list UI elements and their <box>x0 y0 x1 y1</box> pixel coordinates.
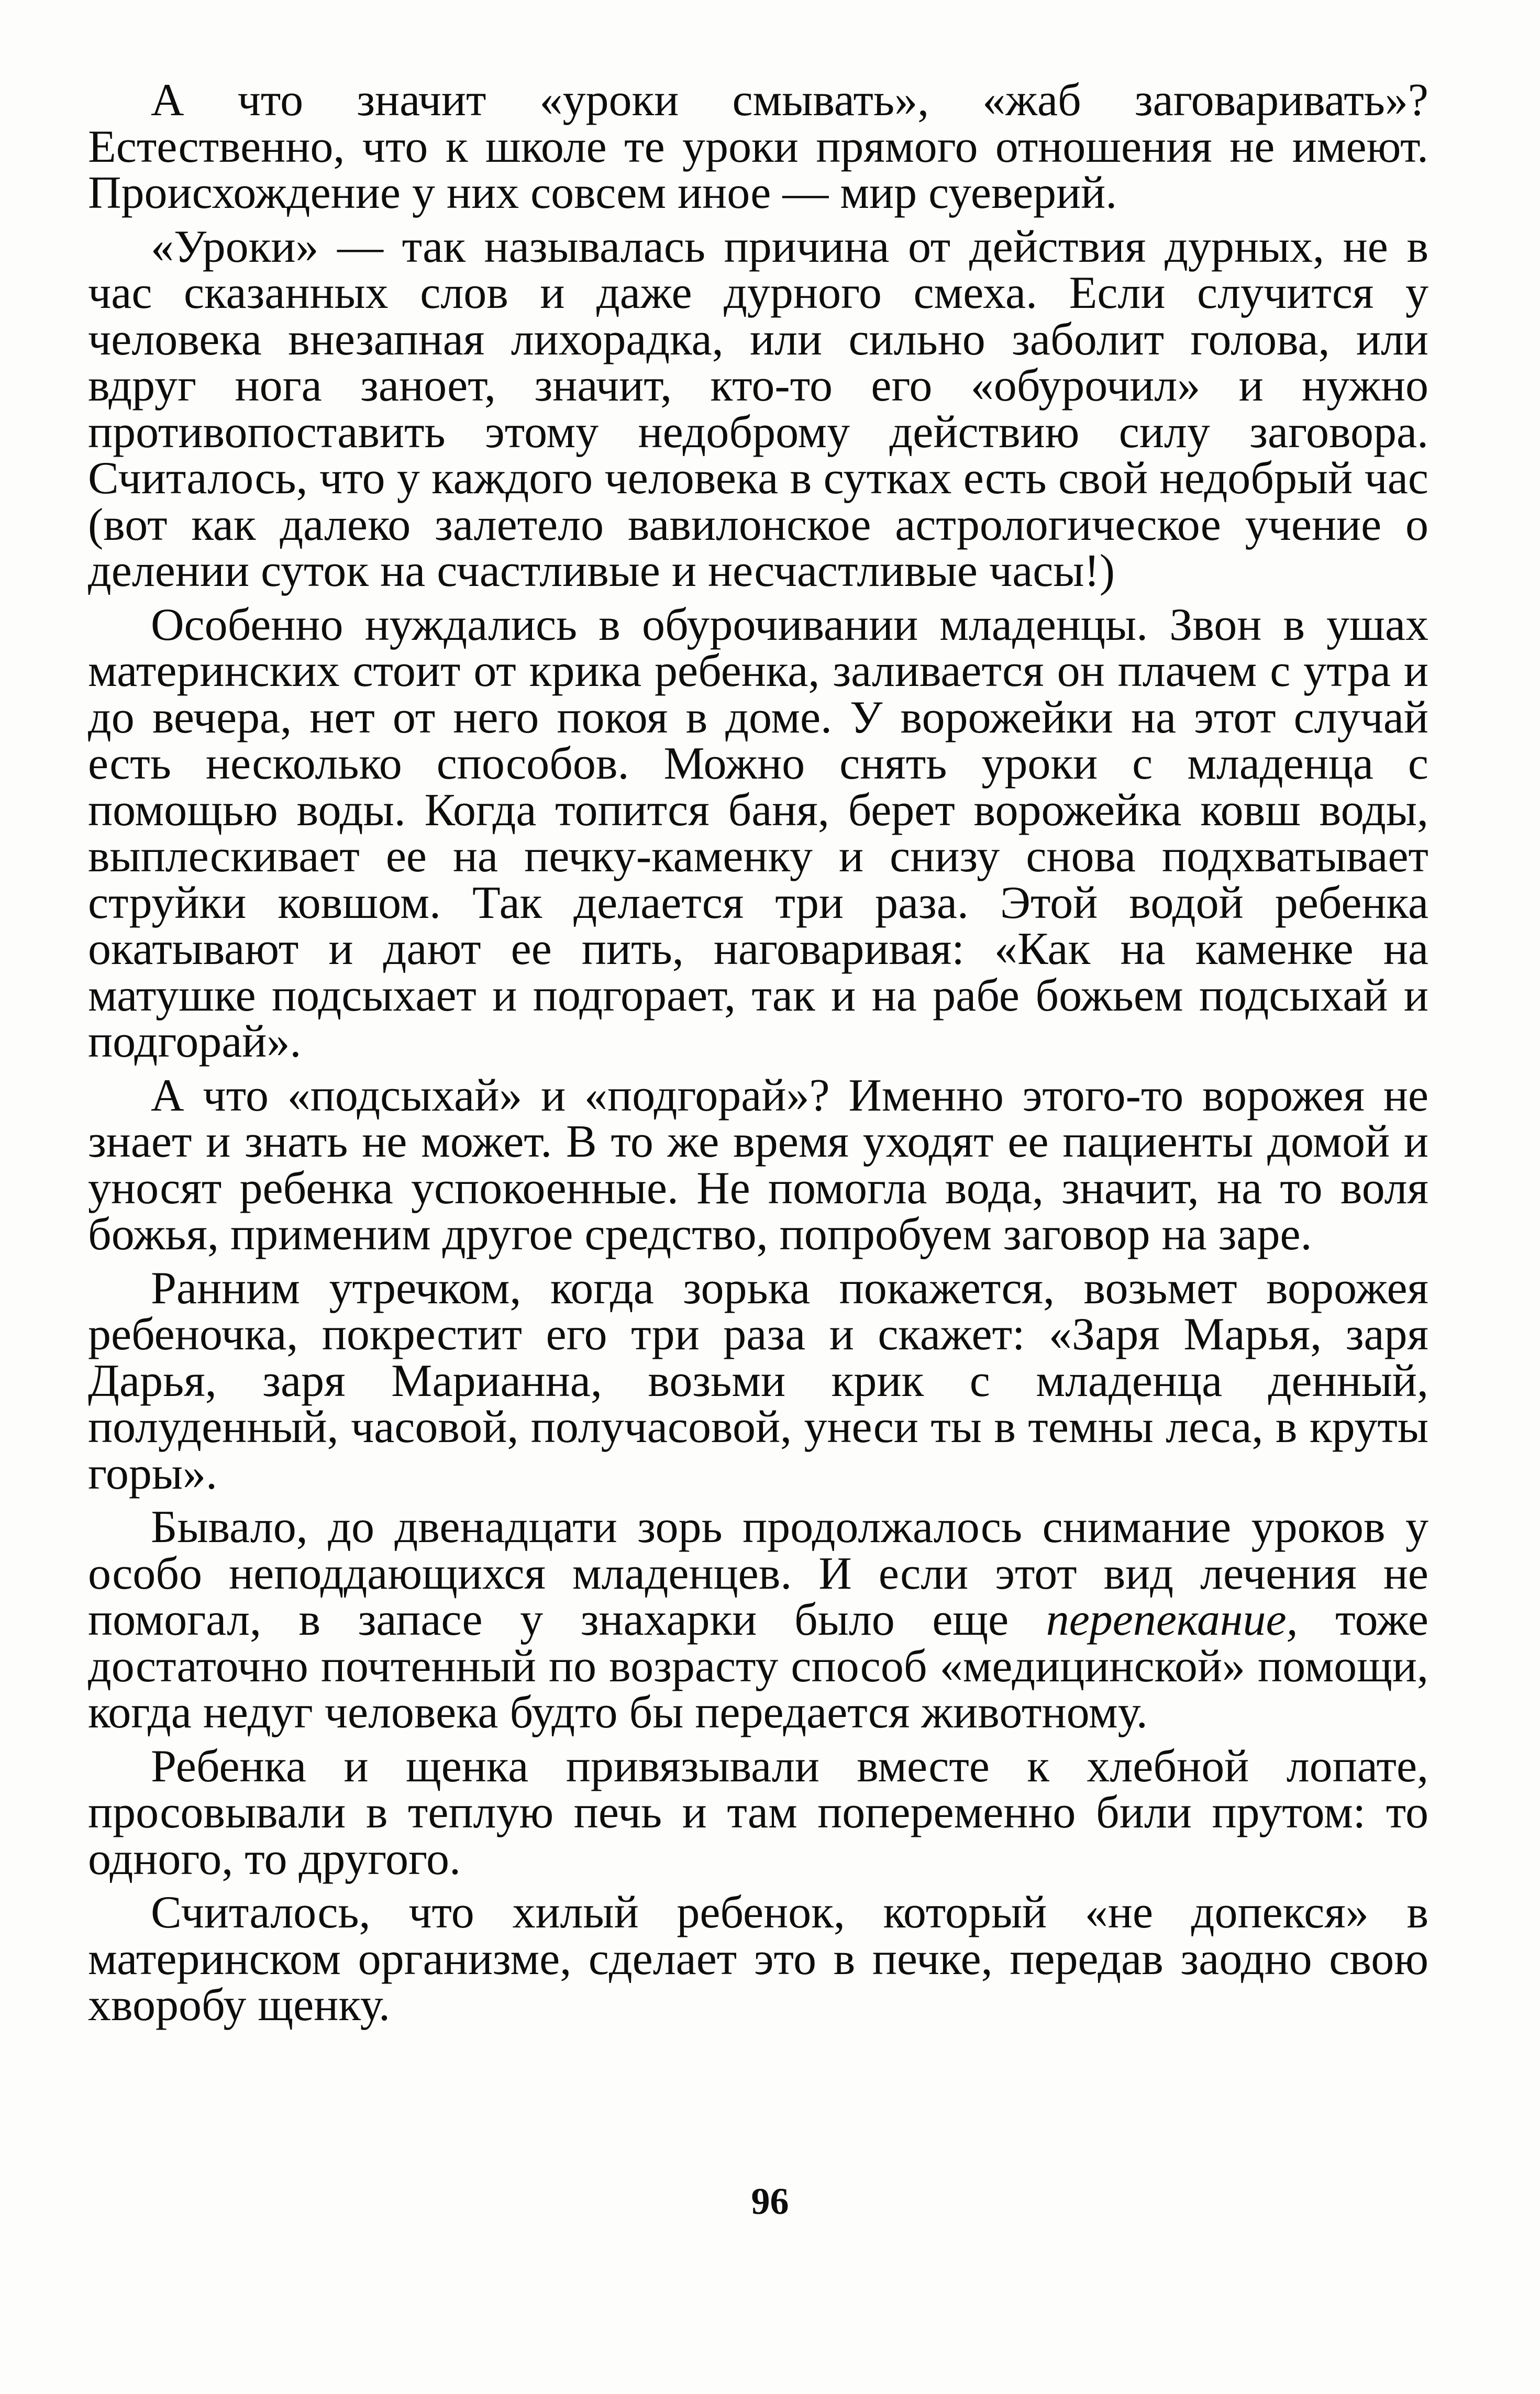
paragraph-4: А что «подсыхай» и «подгорай»? Именно этого-то ворожея не знает и знать не может. В то же время уходят ее пациенты домой и уносят ребенка успокоенные. Не помогла вода, значит, на то воля божья, применим другое средство, попробуем заговор на заре. <box>88 1070 1428 1260</box>
paragraph-2: «Уроки» — так называлась причина от действия дурных, не в час сказанных слов и даже дурного смеха. Если случится у человека внезапная лихорадка, или сильно заболит голова, или вдруг нога заноет, значит, кто-то его «обурочил» и нужно противопоставить этому недоброму действию силу заговора. Считалось, что у каждого человека в сутках есть свой недобрый час (вот как далеко залетело вавилонское астрологическое учение о делении суток на счастливые и несчастливые часы!) <box>88 221 1428 596</box>
paragraph-8: Считалось, что хилый ребенок, который «не допекся» в материнском организме, сделает это в печке, передав заодно свою хворобу щенку. <box>88 1887 1428 2031</box>
paragraph-6 <box>88 1504 1428 1736</box>
page-number: 96 <box>751 2180 789 2222</box>
paragraph-1: А что значит «уроки смывать», «жаб заговаривать»? Естественно, что к школе те уроки прямого отношения не имеют. Происхождение у них совсем иное — мир суеверий. <box>88 75 1428 218</box>
emphasized-term: перепекание, <box>1046 1594 1298 1645</box>
paragraph-6-text-start: Бывало, до двенадцати зорь продолжалось снимание уроков у особо неподдающихся младенцев. И если этот вид лечения не помогал, в запасе у знахарки было еще <box>88 1502 1428 1645</box>
paragraph-6-text-end: тоже достаточно почтенный по возрасту способ «медицинской» помощи, когда недуг человека будто бы передается животному. <box>88 1594 1428 1738</box>
paragraph-5: Ранним утречком, когда зорька покажется, возьмет ворожея ребеночка, покрестит его три раза и скажет: «Заря Марья, заря Дарья, заря Марианна, возьми крик с младенца денный, полуденный, часовой, получасовой, унеси ты в темны леса, в круты горы». <box>88 1262 1428 1499</box>
body-text <box>88 77 1428 2029</box>
paragraph-7: Ребенка и щенка привязывали вместе к хлебной лопате, просовывали в теплую печь и там попеременно били прутом: то одного, то другого. <box>88 1741 1428 1885</box>
paragraph-3: Особенно нуждались в обурочивании младенцы. Звон в ушах материнских стоит от крика ребенка, заливается он плачем с утра и до вечера, нет от него покоя в доме. У ворожейки на этот случай есть несколько способов. Можно снять уроки с младенца с помощью воды. Когда топится баня, берет ворожейка ковш воды, выплескивает ее на печку-каменку и снизу снова подхватывает струйки ковшом. Так делается три раза. Этой водой ребенка окатывают и дают ее пить, наговаривая: «Как на каменке на матушке подсыхает и подгорает, так и на рабе божьем подсыхай и подгорай». <box>88 599 1428 1067</box>
